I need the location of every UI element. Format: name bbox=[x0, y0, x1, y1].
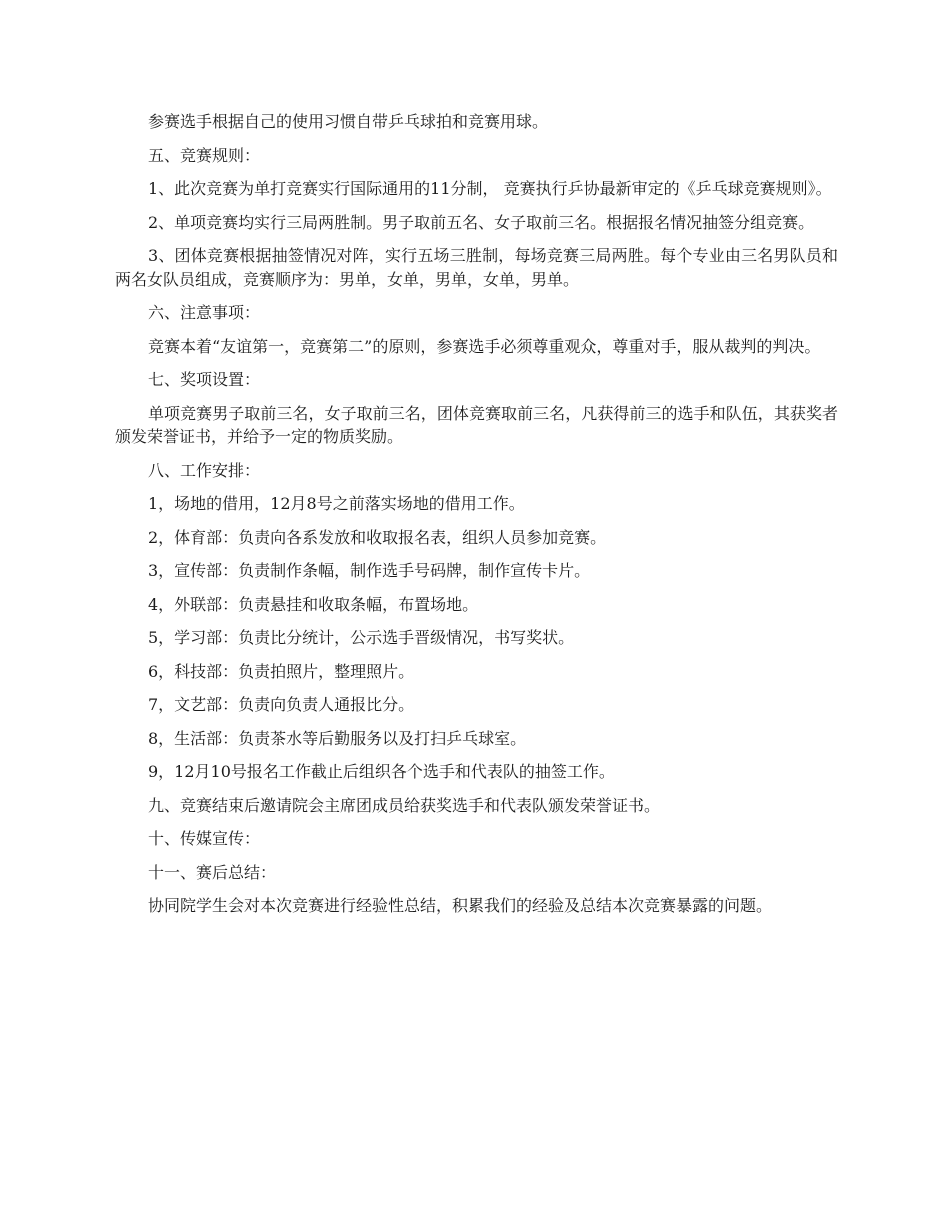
work-item-tech-dept: 6，科技部：负责拍照片，整理照片。 bbox=[148, 661, 415, 681]
heading-rules: 五、竞赛规则： bbox=[148, 145, 261, 165]
work-item-publicity-dept: 3，宣传部：负责制作条幅，制作选手号码牌，制作宣传卡片。 bbox=[148, 561, 591, 580]
heading-awards: 七、奖项设置： bbox=[148, 370, 261, 389]
paragraph-equipment: 参赛选手根据自己的使用习惯自带乒乓球拍和竞赛用球。 bbox=[148, 112, 549, 131]
work-item-arts-dept: 7，文艺部：负责向负责人通报比分。 bbox=[148, 695, 415, 714]
heading-ceremony: 九、竞赛结束后邀请院会主席团成员给获奖选手和代表队颁发荣誉证书。 bbox=[148, 795, 661, 815]
work-item-external-dept: 4，外联部：负责悬挂和收取条幅，布置场地。 bbox=[148, 594, 479, 614]
paragraph-awards: 单项竞赛男子取前三名，女子取前三名，团体竞赛取前三名，凡获得前三的选手和队伍，其获奖者颁发荣誉证书，并给予一定的物质奖励。 bbox=[115, 403, 838, 446]
work-item-venue: 1，场地的借用，12月8号之前落实场地的借用工作。 bbox=[148, 494, 525, 513]
paragraph-rule-3: 3、团体竞赛根据抽签情况对阵，实行五场三胜制，每场竞赛三局两胜。每个专业由三名男队员和两名女队员组成，竞赛顺序为：男单，女单，男单，女单，男单。 bbox=[115, 246, 838, 289]
work-item-draw: 9，12月10号报名工作截止后组织各个选手和代表队的抽签工作。 bbox=[148, 762, 615, 781]
paragraph-summary: 协同院学生会对本次竞赛进行经验性总结，积累我们的经验及总结本次竞赛暴露的问题。 bbox=[148, 896, 773, 915]
work-item-sports-dept: 2，体育部：负责向各系发放和收取报名表，组织人员参加竞赛。 bbox=[148, 527, 607, 547]
document-page bbox=[115, 110, 838, 928]
heading-summary: 十一、赛后总结： bbox=[148, 862, 277, 882]
heading-media: 十、传媒宣传： bbox=[148, 829, 261, 848]
paragraph-notes: 竞赛本着“友谊第一，竞赛第二”的原则，参赛选手必须尊重观众，尊重对手，服从裁判的判决。 bbox=[148, 336, 821, 356]
paragraph-rule-1: 1、此次竞赛为单打竞赛实行国际通用的11分制， 竞赛执行乒协最新审定的《乒乓球竞赛规则》。 bbox=[148, 179, 832, 198]
heading-notes: 六、注意事项： bbox=[148, 303, 261, 322]
work-item-study-dept: 5，学习部：负责比分统计，公示选手晋级情况，书写奖状。 bbox=[148, 628, 575, 647]
paragraph-rule-2: 2、单项竞赛均实行三局两胜制。男子取前五名、女子取前三名。根据报名情况抽签分组竞赛。 bbox=[148, 212, 815, 232]
heading-work-arrangement: 八、工作安排： bbox=[148, 460, 261, 480]
work-item-life-dept: 8，生活部：负责茶水等后勤服务以及打扫乒乓球室。 bbox=[148, 728, 527, 748]
